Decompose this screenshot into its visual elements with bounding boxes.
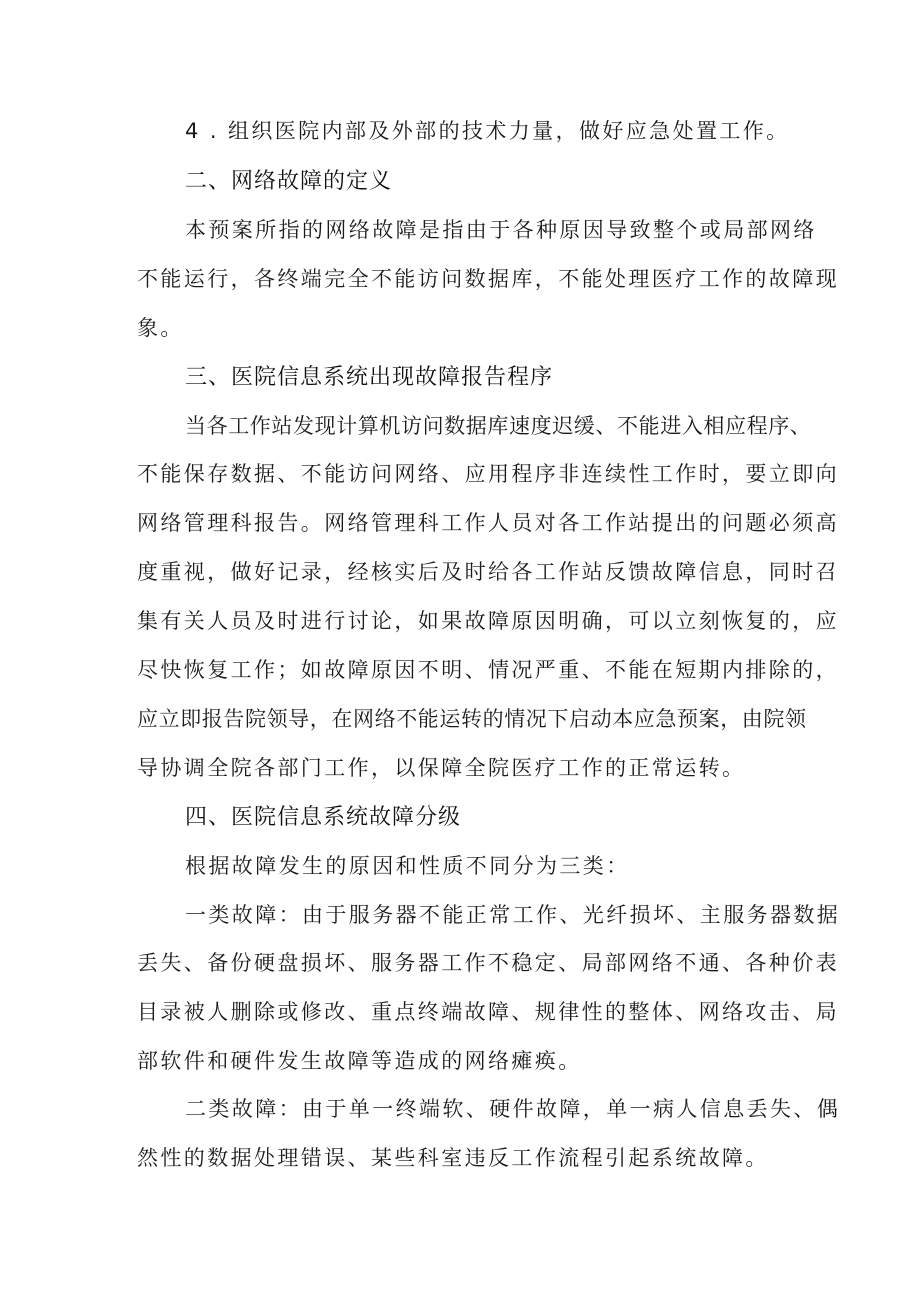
class-1-fault-line: 部软件和硬件发生故障等造成的网络瘫痪。: [137, 1049, 582, 1073]
class-1-fault-line: 丢失、备份硬盘损坏、服务器工作不稳定、局部网络不通、各种价表: [137, 951, 839, 975]
section-3-paragraph-line: 当各工作站发现计算机访问数据库速度迟缓、不能进入相应程序、: [185, 414, 812, 438]
class-2-fault-line: 然性的数据处理错误、某些科室违反工作流程引起系统故障。: [137, 1146, 769, 1170]
section-3-paragraph-line: 集有关人员及时进行讨论，如果故障原因明确，可以立刻恢复的，应: [137, 609, 839, 633]
class-1-fault-line: 目录被人删除或修改、重点终端故障、规律性的整体、网络攻击、局: [137, 1000, 839, 1024]
section-3-heading: 三、医院信息系统出现故障报告程序: [185, 365, 554, 390]
section-3-paragraph-line: 尽快恢复工作；如故障原因不明、情况严重、不能在短期内排除的，: [137, 658, 839, 682]
section-4-intro: 根据故障发生的原因和性质不同分为三类：: [185, 854, 630, 878]
section-3-paragraph-line: 度重视，做好记录，经核实后及时给各工作站反馈故障信息，同时召: [137, 560, 839, 584]
section-3-paragraph-line: 网络管理科报告。网络管理科工作人员对各工作站提出的问题必须高: [137, 511, 839, 535]
class-1-fault-line: 一类故障：由于服务器不能正常工作、光纤损坏、主服务器数据: [185, 903, 841, 927]
item-4-text: 4 . 组织医院内部及外部的技术力量，做好应急处置工作。: [185, 119, 790, 143]
section-4-heading: 四、医院信息系统故障分级: [185, 805, 462, 830]
section-3-paragraph-line: 导协调全院各部门工作，以保障全院医疗工作的正常运转。: [137, 756, 746, 780]
class-2-fault-line: 二类故障：由于单一终端软、硬件故障，单一病人信息丢失、偶: [185, 1097, 841, 1121]
section-2-paragraph-line: 本预案所指的网络故障是指由于各种原因导致整个或局部网络: [185, 218, 817, 242]
section-3-paragraph-line: 应立即报告院领导，在网络不能运转的情况下启动本应急预案，由院领: [137, 707, 807, 731]
section-3-paragraph-line: 不能保存数据、不能访问网络、应用程序非连续性工作时，要立即向: [137, 462, 839, 486]
section-2-paragraph-line: 不能运行，各终端完全不能访问数据库，不能处理医疗工作的故障现: [137, 267, 839, 291]
section-2-heading: 二、网络故障的定义: [185, 169, 393, 194]
section-2-paragraph-line: 象。: [137, 316, 184, 340]
